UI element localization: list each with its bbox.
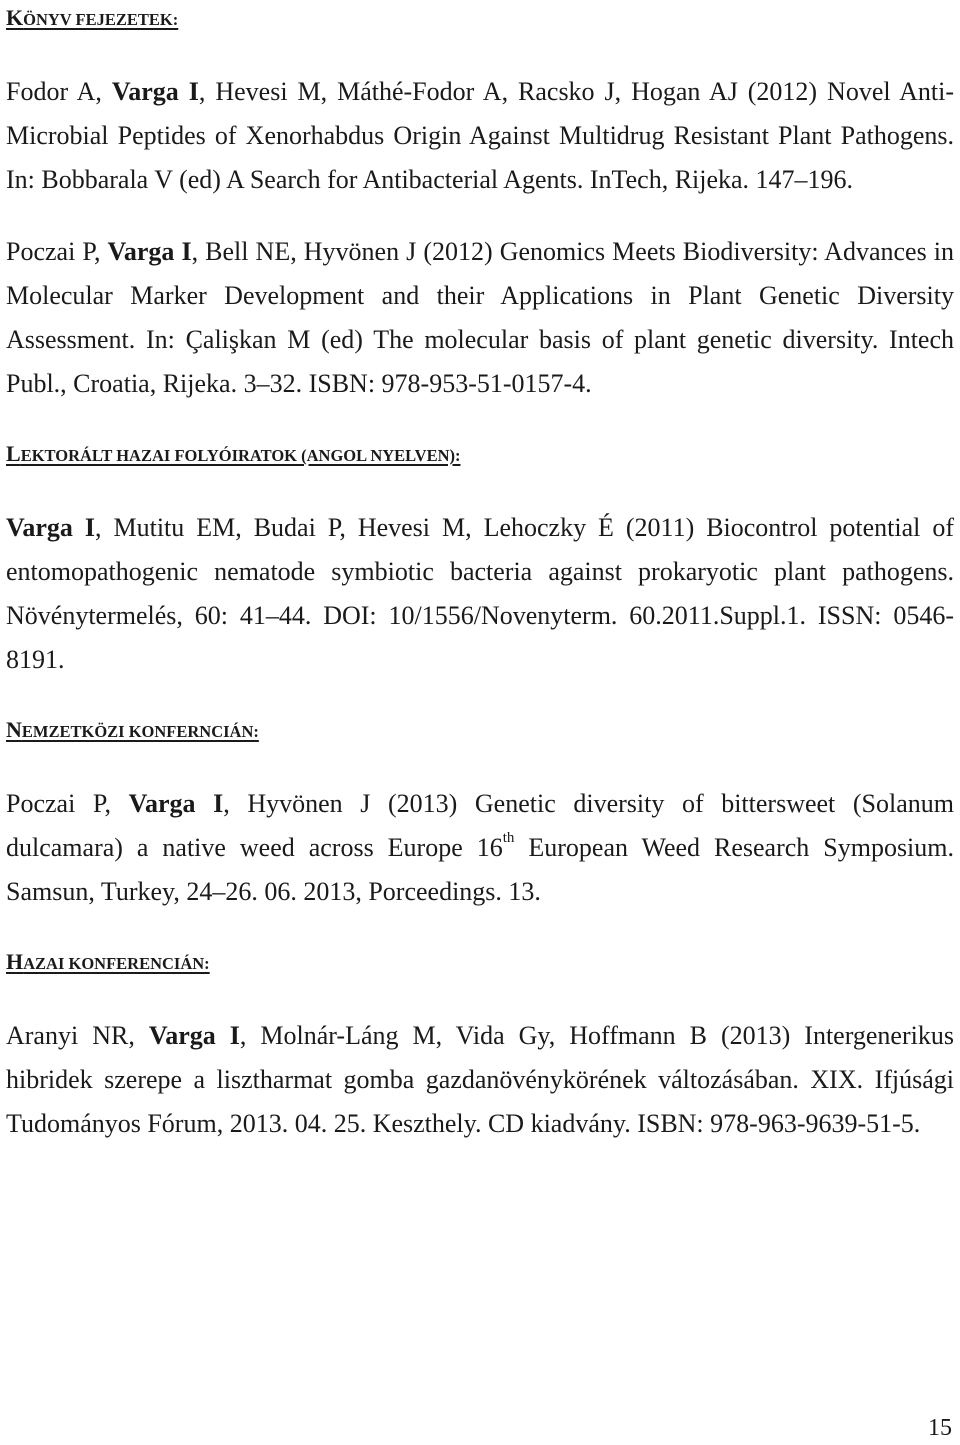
section-heading: [6, 716, 954, 746]
section-book-chapters: [6, 0, 954, 406]
author-highlight: Varga I: [111, 77, 199, 106]
page-number: 15: [928, 1415, 952, 1441]
publication-entry: [6, 1014, 954, 1146]
section-domestic-conference: [6, 948, 954, 1146]
entry-text: Fodor A,: [6, 77, 112, 106]
ordinal-suffix: th: [502, 830, 515, 846]
entry-text: European Weed Research Symposium. Samsun, Turkey, 24–26. 06. 2013, Porceedings. 13.: [6, 833, 955, 906]
author-highlight: Varga I: [128, 789, 224, 818]
section-reviewed-domestic-journals: [6, 440, 954, 682]
entry-text: , Bell NE, Hyvönen J (2012) Genomics Meets Biodiversity: Advances in Molecular Marker Development and their Applications in Plant Genetic Diversity Assessment. In: Çalişkan M (ed) The molecular basis of plant genetic diversity. Intech Publ., Croatia, Rijeka. 3–32. ISBN: 978-953-51-0157-4.: [6, 237, 954, 398]
entry-text: , Hevesi M, Máthé-Fodor A, Racsko J, Hogan AJ (2012) Novel Anti-Microbial Peptides of Xenorhabdus Origin Against Multidrug Resistant Plant Pathogens. In: Bobbarala V (ed) A Search for Antibacterial Agents. InTech, Rijeka. 147–196.: [6, 77, 954, 194]
publication-entry: [6, 70, 954, 202]
section-heading: [6, 0, 954, 34]
author-highlight: Varga I: [6, 513, 96, 542]
publication-entry: [6, 506, 954, 682]
heading-rest: EMZETKÖZI KONFERNCIÁN:: [21, 722, 259, 741]
author-highlight: Varga I: [148, 1021, 240, 1050]
heading-rest: ÖNYV FEJEZETEK:: [23, 10, 179, 29]
section-heading: [6, 948, 954, 978]
entry-text: , Molnár-Láng M, Vida Gy, Hoffmann B (2013) Intergenerikus hibridek szerepe a lisztharmat gomba gazdanövénykörének változásában. XIX. Ifjúsági Tudományos Fórum, 2013. 04. 25. Keszthely. CD kiadvány. ISBN: 978-963-9639-51-5.: [6, 1021, 954, 1138]
entry-text: , Mutitu EM, Budai P, Hevesi M, Lehoczky É (2011) Biocontrol potential of entomopathogenic nematode symbiotic bacteria against prokaryotic plant pathogens. Növénytermelés, 60: 41–44. DOI: 10/1556/Novenyterm. 60.2011.Suppl.1. ISSN: 0546-8191.: [6, 513, 954, 674]
heading-initial: L: [6, 441, 21, 466]
entry-text: , Hyvönen J (2013) Genetic diversity of bittersweet (Solanum dulcamara) a native weed across Europe 16: [6, 789, 954, 862]
heading-initial: K: [6, 5, 24, 30]
heading-initial: N: [6, 717, 22, 742]
section-international-conference: [6, 716, 954, 914]
author-highlight: Varga I: [107, 237, 192, 266]
entry-text: Poczai P,: [6, 789, 129, 818]
entry-text: Aranyi NR,: [6, 1021, 149, 1050]
heading-rest: EKTORÁLT HAZAI FOLYÓIRATOK (ANGOL NYELVEN):: [20, 446, 461, 465]
publication-entry: [6, 782, 954, 914]
heading-initial: H: [6, 949, 24, 974]
section-heading: [6, 440, 954, 470]
entry-text: Poczai P,: [6, 237, 108, 266]
heading-rest: AZAI KONFERENCIÁN:: [23, 954, 210, 973]
publication-entry: [6, 230, 954, 406]
document-page: [6, 0, 954, 1146]
